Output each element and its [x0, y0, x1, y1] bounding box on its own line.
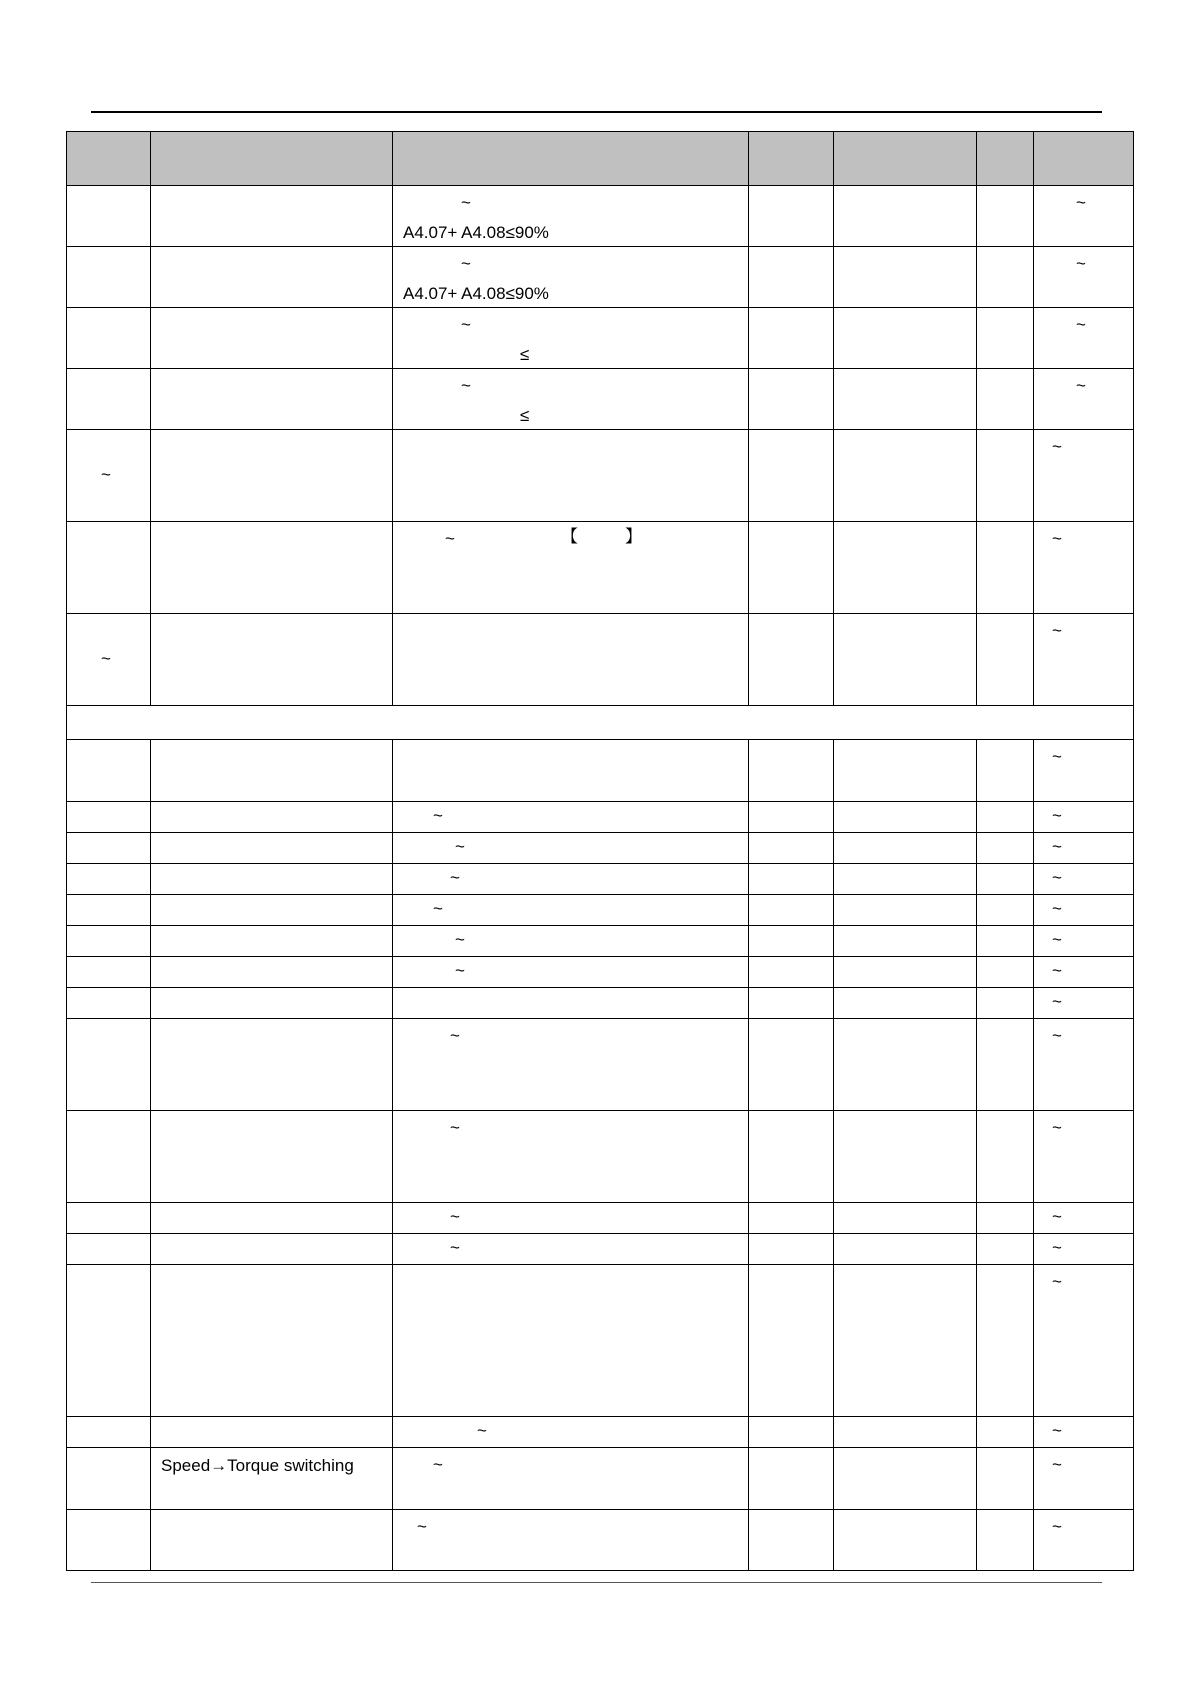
- tilde-mark: ~: [1076, 315, 1086, 334]
- table-row: [67, 1203, 1134, 1234]
- table-row: [67, 614, 1134, 706]
- tilde-mark: ~: [455, 961, 465, 980]
- header-change: [977, 132, 1034, 186]
- tilde-mark: ~: [1052, 1026, 1062, 1045]
- tilde-mark: ~: [455, 930, 465, 949]
- table-row: [67, 802, 1134, 833]
- table-row: [67, 1019, 1134, 1111]
- table-row: [67, 1510, 1134, 1571]
- table-row: [67, 1234, 1134, 1265]
- header-unit: [749, 132, 834, 186]
- tilde-mark: ~: [461, 254, 471, 273]
- tilde-mark: ~: [1052, 837, 1062, 856]
- bracket-close: 】: [625, 527, 642, 546]
- table-row: [67, 430, 1134, 522]
- table-row: [67, 833, 1134, 864]
- tilde-mark: ~: [1052, 1207, 1062, 1226]
- header-rule: [91, 111, 1102, 113]
- tilde-mark: ~: [1076, 254, 1086, 273]
- table-row: [67, 308, 1134, 369]
- table-row: [67, 522, 1134, 614]
- tilde-mark: ~: [433, 1455, 443, 1474]
- header-address: [1034, 132, 1134, 186]
- tilde-mark: ~: [1052, 437, 1062, 456]
- table-row: [67, 1265, 1134, 1417]
- header-code: [67, 132, 151, 186]
- tilde-mark: ~: [461, 193, 471, 212]
- table-row: [67, 1417, 1134, 1448]
- tilde-mark: ~: [455, 837, 465, 856]
- tilde-mark: ~: [417, 1517, 427, 1536]
- tilde-mark: ~: [1052, 747, 1062, 766]
- tilde-mark: ~: [1052, 1272, 1062, 1291]
- tilde-mark: ~: [1052, 930, 1062, 949]
- tilde-mark: ~: [1052, 992, 1062, 1011]
- tilde-mark: ~: [101, 649, 111, 668]
- table-row: [67, 186, 1134, 247]
- tilde-mark: ~: [1052, 868, 1062, 887]
- table-row: [67, 1111, 1134, 1203]
- tilde-mark: ~: [433, 899, 443, 918]
- tilde-mark: ~: [1052, 1118, 1062, 1137]
- tilde-mark: ~: [450, 1026, 460, 1045]
- group-row: [67, 706, 1134, 740]
- table-row: [67, 247, 1134, 308]
- tilde-mark: ~: [450, 868, 460, 887]
- tilde-mark: ~: [1052, 1421, 1062, 1440]
- table-row: [67, 988, 1134, 1019]
- leq-mark: ≤: [520, 406, 530, 425]
- tilde-mark: ~: [1052, 1238, 1062, 1257]
- range-note: A4.07+ A4.08≤90%: [403, 223, 549, 242]
- tilde-mark: ~: [461, 376, 471, 395]
- tilde-mark: ~: [461, 315, 471, 334]
- table-row: [67, 895, 1134, 926]
- tilde-mark: ~: [433, 806, 443, 825]
- tilde-mark: ~: [445, 529, 455, 548]
- table-row: [67, 740, 1134, 802]
- tilde-mark: ~: [1052, 961, 1062, 980]
- footer-rule: [91, 1582, 1102, 1583]
- header-default: [834, 132, 977, 186]
- tilde-mark: ~: [477, 1421, 487, 1440]
- parameter-table: [66, 131, 1134, 1571]
- tilde-mark: ~: [1052, 1455, 1062, 1474]
- table-row: [67, 1448, 1134, 1510]
- header-range: [393, 132, 749, 186]
- table-row: [67, 369, 1134, 430]
- tilde-mark: ~: [1052, 1517, 1062, 1536]
- table-row: [67, 926, 1134, 957]
- header-name: [151, 132, 393, 186]
- tilde-mark: ~: [1076, 376, 1086, 395]
- tilde-mark: ~: [1052, 806, 1062, 825]
- table-row: [67, 864, 1134, 895]
- table-row: [67, 957, 1134, 988]
- range-note: A4.07+ A4.08≤90%: [403, 284, 549, 303]
- tilde-mark: ~: [101, 465, 111, 484]
- tilde-mark: ~: [1076, 193, 1086, 212]
- tilde-mark: ~: [1052, 899, 1062, 918]
- tilde-mark: ~: [450, 1207, 460, 1226]
- param-name: Speed→Torque switching: [161, 1456, 354, 1475]
- tilde-mark: ~: [450, 1118, 460, 1137]
- tilde-mark: ~: [1052, 621, 1062, 640]
- bracket-open: 【: [561, 527, 578, 546]
- table-header-row: [67, 132, 1134, 186]
- tilde-mark: ~: [1052, 529, 1062, 548]
- leq-mark: ≤: [520, 345, 530, 364]
- tilde-mark: ~: [450, 1238, 460, 1257]
